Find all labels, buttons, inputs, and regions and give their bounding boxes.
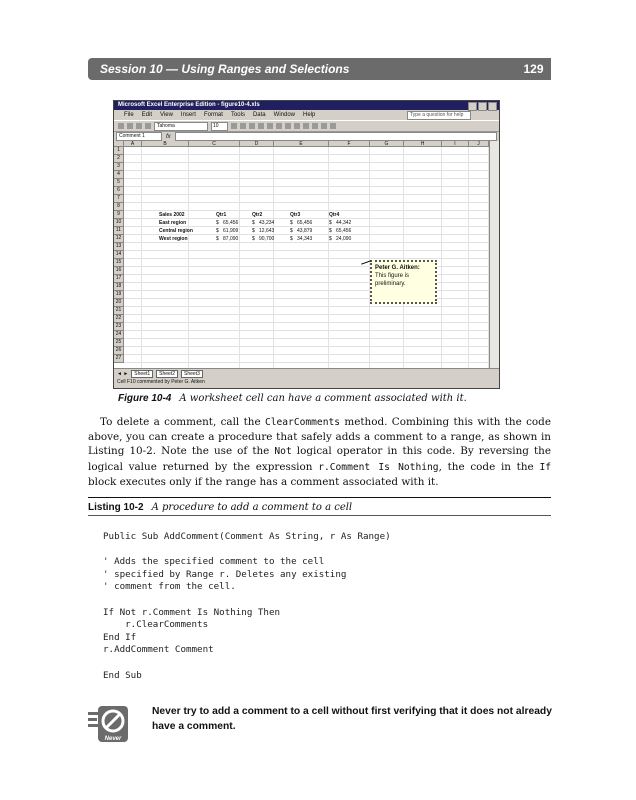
cell-value: 24,090 xyxy=(336,236,352,242)
row-header: 14 xyxy=(114,251,124,259)
row-header: 18 xyxy=(114,283,124,291)
menu-insert[interactable]: Insert xyxy=(180,112,196,118)
cell-value: 12,643 xyxy=(259,228,275,234)
column-header: D xyxy=(240,141,274,147)
fill-color-icon[interactable] xyxy=(321,123,327,129)
align-center-icon[interactable] xyxy=(267,123,273,129)
cell-value: $ xyxy=(252,236,255,242)
menu-window[interactable]: Window xyxy=(273,112,295,118)
row-header: 11 xyxy=(114,227,124,235)
code-line: End Sub xyxy=(103,669,142,681)
underline-icon[interactable] xyxy=(249,123,255,129)
code-line xyxy=(103,657,391,670)
excel-screenshot xyxy=(113,100,500,389)
gridline-h xyxy=(124,178,489,179)
cell-value: $ xyxy=(329,220,332,226)
row-header: 2 xyxy=(114,155,124,163)
borders-icon[interactable] xyxy=(312,123,318,129)
currency-icon[interactable] xyxy=(294,123,300,129)
new-icon[interactable] xyxy=(118,123,124,129)
code-line: r.AddComment Comment xyxy=(103,644,214,656)
row-header: 4 xyxy=(114,171,124,179)
code-line: ' Adds the specified comment to the cell xyxy=(103,556,325,568)
tab-sheet2[interactable]: Sheet2 xyxy=(156,370,178,378)
cell-value: 65,456 xyxy=(297,220,313,226)
gridline-v xyxy=(403,147,404,368)
gridline-h xyxy=(124,154,489,155)
listing-bottom-rule xyxy=(88,515,551,516)
figure-caption-text: A worksheet cell can have a comment associated with it. xyxy=(179,393,467,404)
page-number: 129 xyxy=(516,58,551,80)
code-if: If xyxy=(539,461,551,473)
gridline-h xyxy=(124,186,489,187)
table-header: Qtr4 xyxy=(329,212,340,218)
listing-label: Listing 10-2 xyxy=(88,502,144,513)
cell-value: 65,456 xyxy=(223,220,239,226)
gridline-h xyxy=(124,162,489,163)
table-header: Qtr2 xyxy=(252,212,263,218)
column-header: J xyxy=(469,141,489,147)
gridline-v xyxy=(328,147,329,368)
vertical-scrollbar[interactable] xyxy=(489,141,499,368)
tab-sheet3[interactable]: Sheet3 xyxy=(181,370,203,378)
gridline-h xyxy=(124,170,489,171)
cell-value: $ xyxy=(290,220,293,226)
row-label: Central region xyxy=(159,228,193,234)
row-label: West region xyxy=(159,236,188,242)
cell-value: $ xyxy=(290,228,293,234)
cell-value: 90,700 xyxy=(259,236,275,242)
cell-value: 43,234 xyxy=(259,220,275,226)
menu-format[interactable]: Format xyxy=(203,112,223,118)
gridline-v xyxy=(273,147,274,368)
para-text-2: method. Combining this with the code above, you can create a procedure that safely adds a comment to a range, as shown in Listing 10-2. Note the use of the xyxy=(88,416,551,458)
gridline-h xyxy=(124,330,489,331)
sheet-tabs xyxy=(114,368,500,378)
help-search-input[interactable]: Type a question for help xyxy=(407,111,471,120)
row-header: 25 xyxy=(114,339,124,347)
code-line: r.ClearComments xyxy=(103,619,209,631)
column-header: A xyxy=(124,141,142,147)
row-header: 26 xyxy=(114,347,124,355)
comment-text: This figure is preliminary. xyxy=(375,273,410,287)
cell-value: $ xyxy=(216,220,219,226)
row-header: 15 xyxy=(114,259,124,267)
code-line: If Not r.Comment Is Nothing Then xyxy=(103,606,281,618)
code-line xyxy=(103,594,391,607)
menu-tools[interactable]: Tools xyxy=(230,112,245,118)
cell-value: $ xyxy=(329,228,332,234)
percent-icon[interactable] xyxy=(303,123,309,129)
code-line: Public Sub AddComment(Comment As String, r As Range) xyxy=(103,531,391,542)
figure-label: Figure 10-4 xyxy=(118,393,172,404)
row-header: 24 xyxy=(114,331,124,339)
status-bar: Cell F10 commented by Peter G. Aitken xyxy=(117,379,205,385)
font-size-select[interactable]: 10 xyxy=(211,122,228,131)
tab-sheet1[interactable]: Sheet1 xyxy=(131,370,153,378)
cell-value: 44,342 xyxy=(336,220,352,226)
column-header: F xyxy=(329,141,370,147)
never-icon-label: Never xyxy=(104,736,122,742)
save-icon[interactable] xyxy=(127,123,133,129)
cell-value: 34,343 xyxy=(297,236,313,242)
code-clearcomments: ClearComments xyxy=(264,417,341,428)
font-color-icon[interactable] xyxy=(330,123,336,129)
gridline-v xyxy=(369,147,370,368)
row-label: East region xyxy=(159,220,187,226)
body-paragraph xyxy=(88,415,551,489)
row-header: 8 xyxy=(114,203,124,211)
row-header: 9 xyxy=(114,211,124,219)
row-header: 5 xyxy=(114,179,124,187)
cell-value: 65,456 xyxy=(336,228,352,234)
row-header: 21 xyxy=(114,307,124,315)
font-select[interactable]: Tahoma xyxy=(154,122,208,131)
gridline-h xyxy=(124,202,489,203)
listing-top-rule xyxy=(88,497,551,498)
gridline-v xyxy=(441,147,442,368)
gridline-h xyxy=(124,362,489,363)
worksheet-grid[interactable] xyxy=(114,141,489,368)
code-not: Not xyxy=(274,446,292,458)
column-header: H xyxy=(404,141,442,147)
never-icon xyxy=(88,704,140,746)
para-text-4: , the code in the xyxy=(438,460,540,473)
row-header: 20 xyxy=(114,299,124,307)
cell-value: 87,090 xyxy=(223,236,239,242)
row-header: 13 xyxy=(114,243,124,251)
row-header: 7 xyxy=(114,195,124,203)
table-header: Sales 2002 xyxy=(159,212,185,218)
listing-caption xyxy=(88,502,352,513)
para-text-3: logical operator in this code. By reversing the logical value returned by the expression xyxy=(88,445,551,473)
comment-author: Peter G. Aitken: xyxy=(375,265,420,271)
cell-value: $ xyxy=(216,236,219,242)
code-line: End If xyxy=(103,631,137,643)
gridline-h xyxy=(124,258,489,259)
row-header: 3 xyxy=(114,163,124,171)
never-note: Never try to add a comment to a cell without first verifying that it does not already have a comment. xyxy=(152,706,552,732)
code-expression: r.Comment Is Nothing xyxy=(318,461,439,473)
figure-caption xyxy=(118,393,467,404)
para-text-5: block executes only if the range has a comment associated with it. xyxy=(88,475,439,488)
align-right-icon[interactable] xyxy=(276,123,282,129)
menu-help[interactable]: Help xyxy=(303,112,316,118)
tab-nav-icon[interactable]: ◄ ► xyxy=(117,370,129,377)
row-header: 6 xyxy=(114,187,124,195)
cell-value: 61,909 xyxy=(223,228,239,234)
cell-value: $ xyxy=(252,220,255,226)
column-header: E xyxy=(274,141,329,147)
code-line: ' comment from the cell. xyxy=(103,581,236,593)
cell-value: $ xyxy=(252,228,255,234)
cell-value: $ xyxy=(216,228,219,234)
cell-comment[interactable] xyxy=(370,260,437,304)
excel-menu-bar xyxy=(114,110,499,120)
cell-value: 43,879 xyxy=(297,228,313,234)
code-line: ' specified by Range r. Deletes any existing xyxy=(103,568,347,580)
menu-view[interactable]: View xyxy=(160,112,173,118)
column-header: I xyxy=(442,141,469,147)
code-line xyxy=(103,544,391,557)
running-header: Session 10 — Using Ranges and Selections xyxy=(88,58,551,80)
gridline-h xyxy=(124,194,489,195)
code-listing xyxy=(103,531,391,682)
bold-icon[interactable] xyxy=(231,123,237,129)
undo-icon[interactable] xyxy=(136,123,142,129)
gridline-v xyxy=(188,147,189,368)
gridline-h xyxy=(124,250,489,251)
row-header: 10 xyxy=(114,219,124,227)
excel-title: Microsoft Excel Enterprise Edition - figure10-4.xls xyxy=(118,102,260,108)
gridline-h xyxy=(124,322,489,323)
listing-caption-text: A procedure to add a comment to a cell xyxy=(151,502,353,513)
name-box[interactable]: Comment 1 xyxy=(116,132,162,141)
formula-input[interactable] xyxy=(175,132,497,141)
menu-data[interactable]: Data xyxy=(252,112,266,118)
italic-icon[interactable] xyxy=(240,123,246,129)
table-header: Qtr1 xyxy=(216,212,227,218)
gridline-v xyxy=(239,147,240,368)
row-header: 27 xyxy=(114,355,124,363)
row-header: 16 xyxy=(114,267,124,275)
excel-toolbar xyxy=(114,120,499,132)
gridline-v xyxy=(468,147,469,368)
gridline-h xyxy=(124,346,489,347)
align-left-icon[interactable] xyxy=(258,123,264,129)
gridline-v xyxy=(141,147,142,368)
para-text-1: To delete a comment, call the xyxy=(100,416,265,428)
menu-file[interactable]: File xyxy=(124,112,134,118)
gridline-h xyxy=(124,338,489,339)
row-header: 12 xyxy=(114,235,124,243)
row-header: 22 xyxy=(114,315,124,323)
column-header: G xyxy=(370,141,404,147)
table-header: Qtr3 xyxy=(290,212,301,218)
gridline-h xyxy=(124,314,489,315)
fx-icon[interactable]: fx xyxy=(166,133,171,140)
paste-icon[interactable] xyxy=(145,123,151,129)
merge-icon[interactable] xyxy=(285,123,291,129)
row-header: 19 xyxy=(114,291,124,299)
gridline-h xyxy=(124,306,489,307)
cell-value: $ xyxy=(329,236,332,242)
excel-title-bar xyxy=(114,101,499,110)
row-header: 17 xyxy=(114,275,124,283)
cell-value: $ xyxy=(290,236,293,242)
column-header: B xyxy=(142,141,189,147)
row-header: 23 xyxy=(114,323,124,331)
menu-edit[interactable]: Edit xyxy=(141,112,153,118)
gridline-h xyxy=(124,354,489,355)
row-header: 1 xyxy=(114,147,124,155)
column-header: C xyxy=(189,141,240,147)
